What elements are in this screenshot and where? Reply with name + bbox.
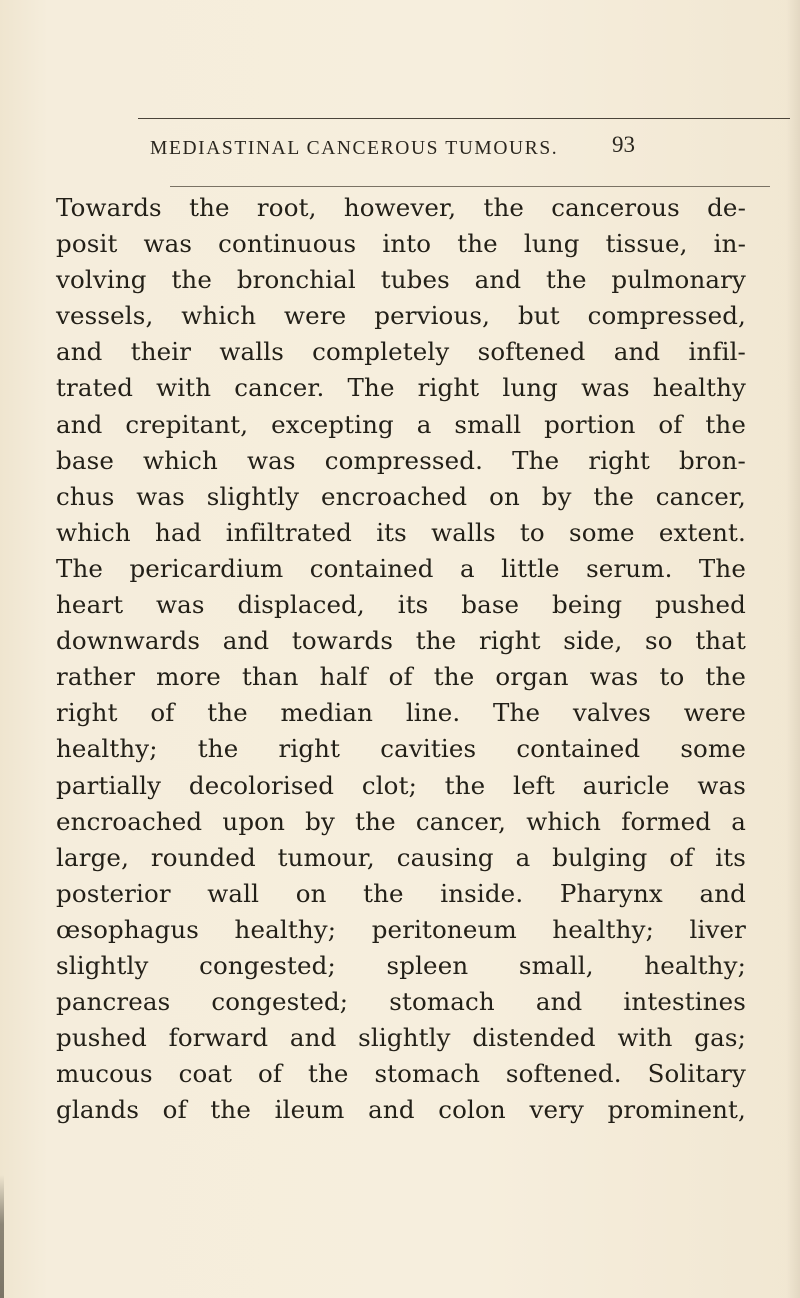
- text-line: volving the bronchial tubes and the pulmonary: [56, 265, 746, 295]
- text-line: which had infiltrated its walls to some extent.: [56, 517, 746, 547]
- header-rule: [138, 118, 790, 119]
- body-text: [56, 190, 746, 1128]
- text-line: healthy; the right cavities contained some: [56, 734, 746, 764]
- text-line: slightly congested; spleen small, healthy;: [56, 950, 746, 980]
- text-line: large, rounded tumour, causing a bulging of its: [56, 842, 746, 872]
- text-line: and their walls completely softened and infil-: [56, 337, 746, 367]
- text-line: and crepitant, excepting a small portion of the: [56, 409, 746, 439]
- text-line: vessels, which were pervious, but compressed,: [56, 301, 746, 331]
- header-underline: [170, 186, 770, 187]
- text-line: encroached upon by the cancer, which formed a: [56, 806, 746, 836]
- text-line: rather more than half of the organ was to the: [56, 662, 746, 692]
- running-title: MEDIASTINAL CANCEROUS TUMOURS.: [150, 138, 559, 159]
- text-line: pancreas congested; stomach and intestines: [56, 987, 746, 1017]
- text-line: pushed forward and slightly distended with gas;: [56, 1023, 746, 1053]
- text-line: glands of the ileum and colon very prominent,: [56, 1095, 746, 1125]
- text-line: chus was slightly encroached on by the cancer,: [56, 481, 746, 511]
- text-line: mucous coat of the stomach softened. Solitary: [56, 1059, 746, 1089]
- text-line: trated with cancer. The right lung was healthy: [56, 373, 746, 403]
- text-line: right of the median line. The valves were: [56, 698, 746, 728]
- page-edge-shadow: [786, 0, 800, 1298]
- text-line: posit was continuous into the lung tissue, in-: [56, 229, 746, 259]
- page-number: 93: [612, 132, 635, 157]
- text-line: œsophagus healthy; peritoneum healthy; liver: [56, 914, 746, 944]
- text-line: partially decolorised clot; the left auricle was: [56, 770, 746, 800]
- text-line: heart was displaced, its base being pushed: [56, 590, 746, 620]
- text-line: downwards and towards the right side, so that: [56, 626, 746, 656]
- binding-edge-mark: [0, 1175, 4, 1298]
- text-line: Towards the root, however, the cancerous de-: [56, 193, 746, 222]
- text-line: posterior wall on the inside. Pharynx and: [56, 878, 746, 908]
- text-line: The pericardium contained a little serum. The: [56, 553, 746, 583]
- text-line: base which was compressed. The right bron-: [56, 445, 746, 475]
